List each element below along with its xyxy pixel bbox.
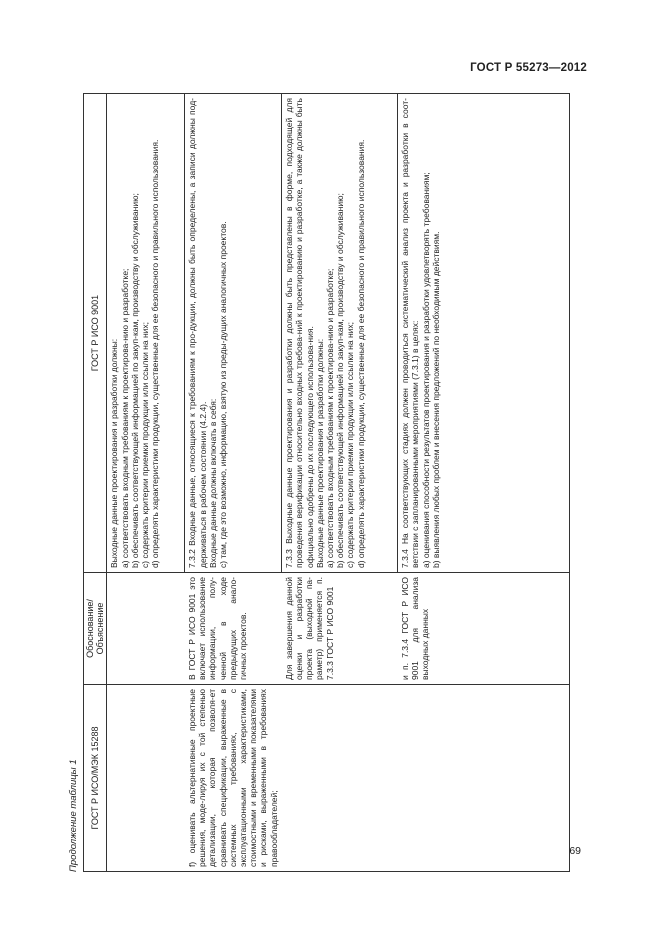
table-cell [282, 94, 398, 573]
cell-line: d) определять характеристики продукции, существенные для ее безопасного и правильного использования. [355, 139, 366, 568]
table-cell [185, 94, 282, 573]
rotated-table-sheet [65, 94, 570, 872]
cell-line: b) выявления любых проблем и внесения предложений по необходимым действиям. [430, 231, 441, 568]
table-cell: f) оценивать альтернативные проектные решения, моде-лируя их с той степенью детализации, которая позволя-ет сравнивать спецификации, выраженные в системных требованиях, с эксплуатационными характеристиками, стоимостными и временными показателями и рисками, выраженными в требованиях правообладателей; [185, 685, 282, 872]
cell-line: d) определять характеристики продукции, существенные для ее безопасного и правильного использования. [150, 139, 161, 568]
table-cell [282, 685, 398, 872]
table-header-row [84, 94, 107, 872]
cell-line: а) соответствовать входным требованиям к проектирова-нию и разработке; [119, 268, 130, 568]
cell-line: 7.3.2 Входные данные, относящиеся к требованиям к про-дукции, должны быть определены, а записи должны под-держиваться в рабочем состоянии (4.2.4). [187, 98, 208, 568]
standard-code: ГОСТ Р 55273—2012 [470, 62, 587, 74]
cell-line: Выходные данные проектирования и разработки должны: [314, 338, 325, 568]
cell-line: а) соответствовать входным требованиям к проектирова-нию и разработке; [325, 268, 336, 568]
table-cell [398, 685, 570, 872]
table-cell [107, 685, 185, 872]
table-row [398, 94, 570, 872]
table-row [185, 94, 282, 872]
column-header-iso-9001: ГОСТ Р ИСО 9001 [84, 94, 107, 573]
cell-line: 7.3.4 На соответствующих стадиях должен проводиться систематический анализ проекта и разработки в соот-ветствии с запланированными мероприятиями (7.3.1) в целях: [400, 98, 421, 568]
table-cell [107, 573, 185, 685]
cell-line: а) оценивания способности результатов проектирования и разработки удовлетворять требованиям; [420, 172, 431, 568]
table-continuation-label: Продолжение таблицы 1 [68, 759, 79, 872]
column-header-rationale: Обоснование/Объяснение [84, 573, 107, 685]
cell-line: с) содержать критерии приемки продукции или ссылки на них; [345, 321, 356, 568]
cell-line: b) обеспечивать соответствующей информацией по закуп-кам, производству и обслуживанию; [335, 193, 346, 568]
table-cell [107, 94, 185, 573]
cell-line: Выходные данные проектирования и разработки должны: [109, 338, 120, 568]
comparison-table [83, 93, 570, 872]
column-header-iso-15288: ГОСТ Р ИСО/МЭК 15288 [84, 685, 107, 872]
cell-line: с) там, где это возможно, информацию, взятую из преды-дущих аналогичных проектов. [218, 221, 229, 568]
table-cell: В ГОСТ Р ИСО 9001 это включает использование информации, полу-ченной в ходе предыдущих анало-гичных проектов. [185, 573, 282, 685]
cell-line: Входные данные должны включать в себя: [207, 398, 218, 568]
page-number: 69 [569, 845, 581, 857]
cell-line: с) содержать критерии приемки продукции или ссылки на них; [140, 321, 151, 568]
table-cell [398, 94, 570, 573]
cell-line: b) обеспечивать соответствующей информацией по закуп-кам, производству и обслуживанию; [129, 193, 140, 568]
table-cell: и п. 7.3.4 ГОСТ Р ИСО 9001 для анализа выходных данных [398, 573, 570, 685]
table-cell: Для завершения данной оценки и разработки проекта (выходной па-раметр) применяется п. 7.3.3 ГОСТ Р ИСО 9001 [282, 573, 398, 685]
cell-line: 7.3.3 Выходные данные проектирования и разработки должны быть представлены в форме, подходящей для проведения верификации относительно входных требова-ний к проектированию и разработке, а также должны быть официально одобрены до их последующего использова-ния. [284, 98, 315, 568]
table-row [107, 94, 185, 872]
table-row [282, 94, 398, 872]
